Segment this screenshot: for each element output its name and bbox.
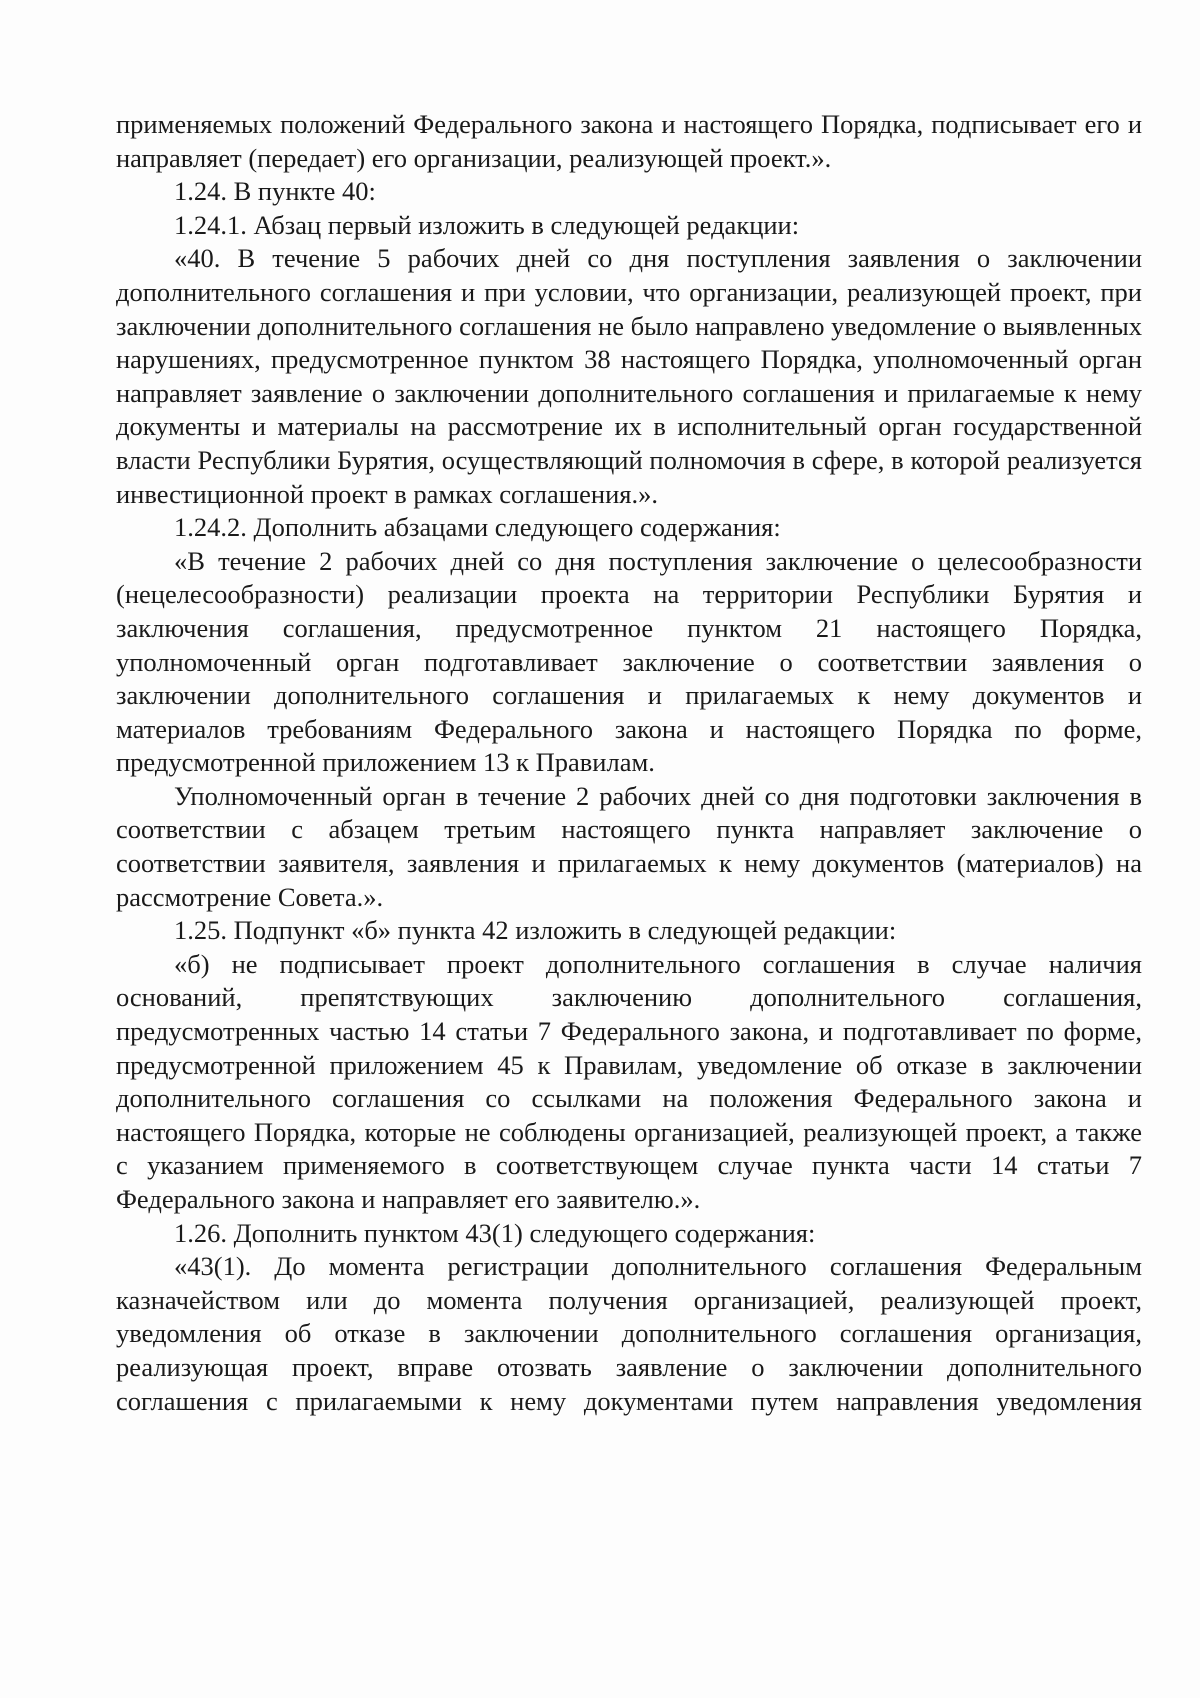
paragraph-continuation: применяемых положений Федерального закона и настоящего Порядка, подписывает его и направляет (передает) его организации, реализующей проект.». xyxy=(116,109,1142,173)
paragraph-item-1-24: 1.24. В пункте 40: xyxy=(174,176,376,207)
paragraph-item-1-24-2: 1.24.2. Дополнить абзацами следующего содержания: xyxy=(174,512,781,543)
paragraph-quote-40: «40. В течение 5 рабочих дней со дня поступления заявления о заключении дополнительного соглашения и при условии, что организации, реализующей проект, при заключении дополнительного соглашения не было направлено уведомление о выявленных нарушениях, предусмотренное пунктом 38 настоящего Порядка, уполномоченный орган направляет заявление о заключении дополнительного соглашения и прилагаемые к нему документы и материалы на рассмотрение их в исполнительный орган государственной власти Республики Бурятия, осуществляющий полномочия в сфере, в которой реализуется инвестиционной проект в рамках соглашения.». xyxy=(116,243,1142,509)
paragraph-quote-b: «б) не подписывает проект дополнительного соглашения в случае наличия оснований, препятствующих заключению дополнительного соглашения, предусмотренных частью 14 статьи 7 Федерального закона, и подготавливает по форме, предусмотренной приложением 45 к Правилам, уведомление об отказе в заключении дополнительного соглашения со ссылками на положения Федерального закона и настоящего Порядка, которые не соблюдены организацией, реализующей проект, а также с указанием применяемого в соответствующем случае пункта части 14 статьи 7 Федерального закона и направляет его заявителю.». xyxy=(116,948,1142,1214)
paragraph-item-1-26: 1.26. Дополнить пунктом 43(1) следующего содержания: xyxy=(174,1217,816,1248)
paragraph-item-1-25: 1.25. Подпункт «б» пункта 42 изложить в следующей редакции: xyxy=(174,915,897,946)
paragraph-authorized-body: Уполномоченный орган в течение 2 рабочих дней со дня подготовки заключения в соответствии с абзацем третьим настоящего пункта направляет заключение о соответствии заявителя, заявления и прилагаемых к нему документов (материалов) на рассмотрение Совета.». xyxy=(116,780,1142,912)
paragraph-quote-43-1: «43(1). До момента регистрации дополнительного соглашения Федеральным казначейством или до момента получения организацией, реализующей проект, уведомления об отказе в заключении дополнительного соглашения организация, реализующая проект, вправе отозвать заявление о заключении дополнительного соглашения с прилагаемыми к нему документами путем направления уведомления xyxy=(116,1251,1142,1416)
document-body xyxy=(116,108,1142,1418)
paragraph-item-1-24-1: 1.24.1. Абзац первый изложить в следующей редакции: xyxy=(174,209,800,240)
paragraph-quote-2-days: «В течение 2 рабочих дней со дня поступления заключение о целесообразности (нецелесообразности) реализации проекта на территории Республики Бурятия и заключения соглашения, предусмотренное пунктом 21 настоящего Порядка, уполномоченный орган подготавливает заключение о соответствии заявления о заключении дополнительного соглашения и прилагаемых к нему документов и материалов требованиям Федерального закона и настоящего Порядка по форме, предусмотренной приложением 13 к Правилам. xyxy=(116,545,1142,778)
